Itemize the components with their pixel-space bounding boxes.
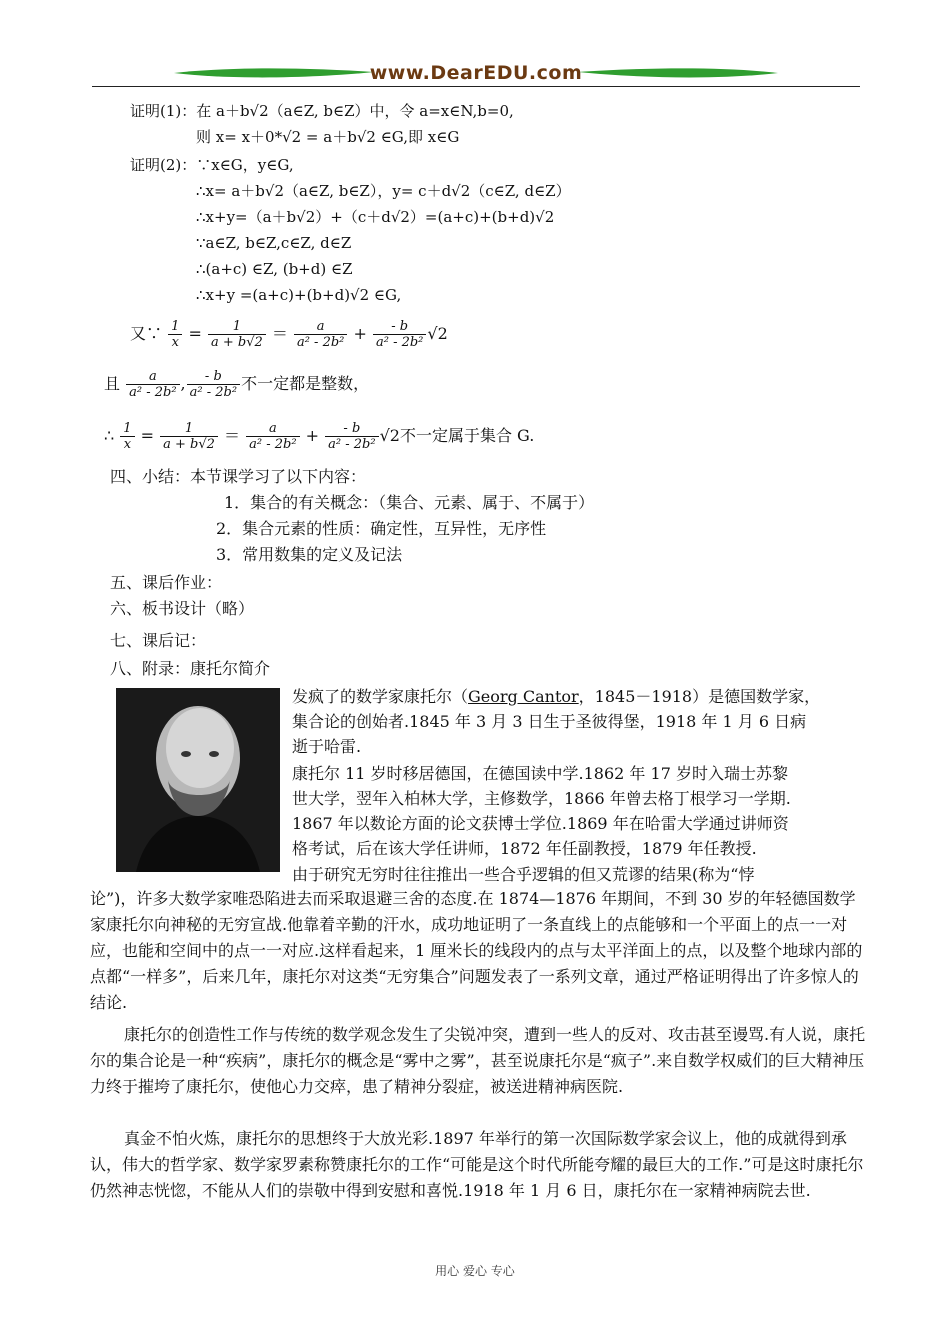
remark-prefix: 且 [104,374,121,393]
proof-line-1: 证明(1)：在 a＋b√2（a∈Z, b∈Z）中，令 a=x∈N,b=0, [130,102,514,120]
conclusion-equation: ∴ $\frac{1}{x}$ = $\frac{1}{a + b√2}$ ＝ $\frac{a}{\text{a² - 2b²}}$ + $\frac{- b}{\text{a² - 2b²}}$ √2不一定属于集合 G. [104,421,535,452]
conclusion-prefix: ∴ [104,426,115,445]
bio-p1-text-b: ，1845－1918）是德国数学家， [578,687,821,706]
bio-p1-text-a: 发疯了的数学家康托尔（ [292,687,469,706]
proof-line-4: ∴x= a＋b√2（a∈Z, b∈Z），y= c＋d√2（c∈Z, d∈Z） [196,182,571,200]
remark-suffix: 不一定都是整数， [241,374,370,393]
cantor-name-link: Georg Cantor [468,687,579,706]
fraction-1-over-a-plus-b-root2-2: $\frac{1}{a + b√2}$ [160,421,218,452]
fraction-a-over-denom: $\frac{a}{\text{a² - 2b²}}$ [294,319,347,350]
section-afterword: 七、课后记： [110,631,207,650]
proof-line-2: 则 x= x＋0*√2 = a＋b√2 ∈G,即 x∈G [196,128,460,146]
proof-line-3: 证明(2)：∵x∈G，y∈G, [130,156,294,174]
fraction-a-over-denom-2: $\frac{a}{\text{a² - 2b²}}$ [126,369,179,400]
proof-line-7: ∴(a+c) ∈Z, (b+d) ∈Z [196,260,353,278]
summary-item-2: 2．集合元素的性质：确定性，互异性，无序性 [216,519,547,538]
fraction-1-over-x: $\frac{1}{x}$ [168,319,182,350]
summary-heading: 四、小结：本节课学习了以下内容： [110,467,367,486]
bio-p1-line3: 逝于哈雷. [292,737,362,756]
bio-p3-line1: 由于研究无穷时往往推出一些合乎逻辑的但又荒谬的结果(称为“悖 [292,865,755,884]
bio-p3-rest: 论”)，许多大数学家唯恐陷进去而采取退避三舍的态度.在 1874—1876 年期间，不到 30 岁的年轻德国数学家康托尔向神秘的无穷宣战.他靠着辛勤的汗水，成功地证明了一条直线上的点能够和一个平面上的点一一对应，也能和空间中的点一一对应.这样看起来，1 厘米长的线段内的点与太平洋面上的点，以及整个地球内部的点都“一样多”，后来几年，康托尔对这类“无穷集合”问题发表了一系列文章，通过严格证明得出了许多惊人的结论. [90,889,863,1012]
portrait-silhouette [116,688,280,872]
reciprocal-equation: 又∵ $\frac{1}{x}$ = $\frac{1}{a + b√2}$ ＝ $\frac{a}{\text{a² - 2b²}}$ + $\frac{- b}{\text{a² - 2b²}}$ √2 [130,319,448,350]
page-footer: 用心 爱心 专心 [435,1264,515,1278]
bio-p4: 康托尔的创造性工作与传统的数学观念发生了尖锐冲突，遭到一些人的反对、攻击甚至谩骂.有人说，康托尔的集合论是一种“疾病”，康托尔的概念是“雾中之雾”，甚至说康托尔是“疯子”.来自数学权威们的巨大精神压力终于摧垮了康托尔，使他心力交瘁，患了精神分裂症，被送进精神病医院. [90,1025,866,1096]
proof-line-5: ∴x+y=（a＋b√2）+（c＋d√2）=(a+c)+(b+d)√2 [196,208,555,226]
section-appendix: 八、附录：康托尔简介 [110,659,271,678]
fraction-neg-b-over-denom: $\frac{- b}{\text{a² - 2b²}}$ [373,319,426,350]
fraction-1-over-a-plus-b-root2: $\frac{1}{a + b√2}$ [208,319,266,350]
site-logo [174,60,778,86]
bio-p5: 真金不怕火炼，康托尔的思想终于大放光彩.1897 年举行的第一次国际数学家会议上，他的成就得到承认，伟大的哲学家、数学家罗素称赞康托尔的工作“可能是这个时代所能夸耀的最巨大的工作.”可是这时康托尔仍然神志恍惚，不能从人们的崇敬中得到安慰和喜悦.1918 年 1 月 6 日，康托尔在一家精神病院去世. [90,1129,864,1200]
cantor-portrait [116,688,280,872]
bio-p1-line1 [292,684,820,709]
header-rule [92,86,860,87]
proof-line-6: ∵a∈Z, b∈Z,c∈Z, d∈Z [196,234,352,252]
conclusion-suffix: 不一定属于集合 G. [399,426,535,445]
fraction-neg-b-over-denom-3: $\frac{- b}{\text{a² - 2b²}}$ [325,421,378,452]
site-url: www.DearEDU.com [369,62,583,84]
fraction-neg-b-over-denom-2: $\frac{- b}{\text{a² - 2b²}}$ [187,369,240,400]
bio-p1-line2: 集合论的创始者.1845 年 3 月 3 日生于圣彼得堡，1918 年 1 月 6 日病 [292,712,807,731]
integer-remark: 且 $\frac{a}{\text{a² - 2b²}}$ , $\frac{- b}{\text{a² - 2b²}}$ 不一定都是整数， [104,369,370,400]
proof-line-8: ∴x+y =(a+c)+(b+d)√2 ∈G, [196,286,402,304]
bio-p2-line1: 康托尔 11 岁时移居德国，在德国读中学.1862 年 17 岁时入瑞士苏黎 [292,764,788,783]
bio-p2-line3: 1867 年以数论方面的论文获博士学位.1869 年在哈雷大学通过讲师资 [292,814,789,833]
section-homework: 五、课后作业： [110,573,223,592]
bio-p2-line4: 格考试，后在该大学任讲师，1872 年任副教授，1879 年任教授. [292,839,757,858]
summary-item-1: 1．集合的有关概念：（集合、元素、属于、不属于） [224,493,595,512]
bio-p2-line2: 世大学，翌年入柏林大学，主修数学，1866 年曾去格丁根学习一学期. [292,789,791,808]
summary-item-3: 3．常用数集的定义及记法 [216,545,403,564]
fraction-a-over-denom-3: $\frac{a}{\text{a² - 2b²}}$ [246,421,299,452]
equation-prefix: 又∵ [130,324,163,343]
fraction-1-over-x-2: $\frac{1}{x}$ [120,421,134,452]
section-board-design: 六、板书设计（略） [110,599,255,618]
